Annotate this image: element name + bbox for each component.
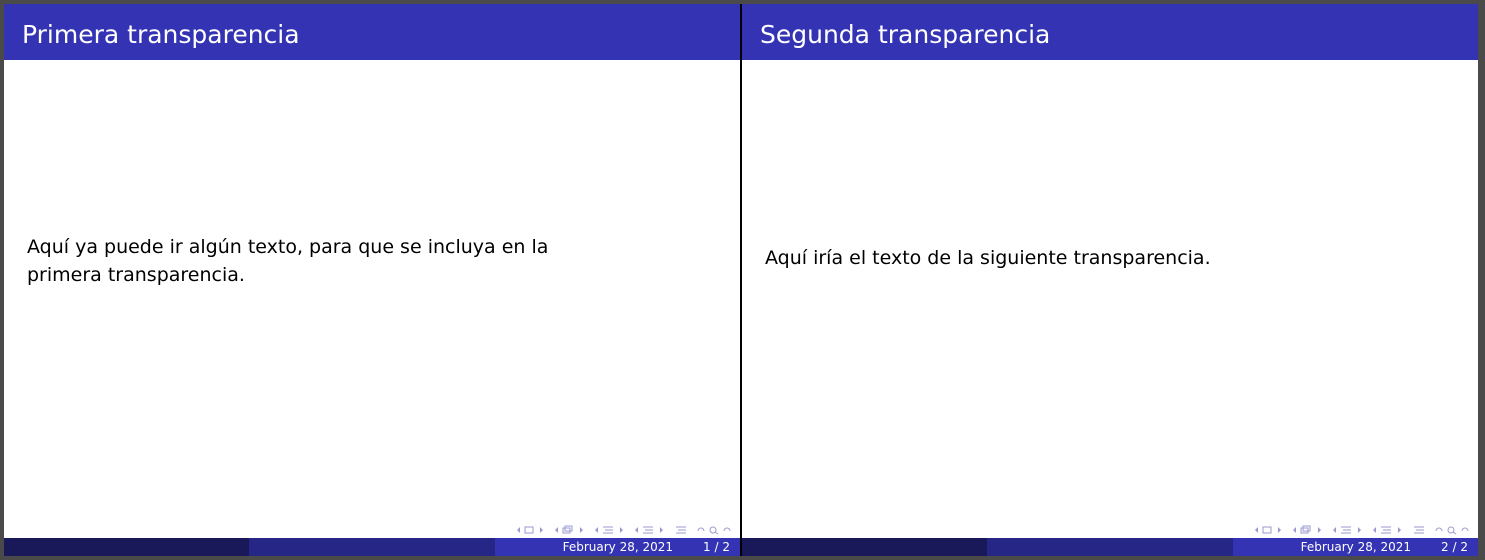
nav-document-group[interactable] xyxy=(1412,525,1426,535)
slide-date: February 28, 2021 xyxy=(562,540,674,554)
frame-nav-icon[interactable] xyxy=(554,525,586,535)
nav-document-group[interactable] xyxy=(674,525,688,535)
document-nav-icon[interactable] xyxy=(674,525,688,535)
slide-page-number: 2 / 2 xyxy=(1441,540,1468,554)
slide-title: Segunda transparencia xyxy=(742,4,1478,60)
nav-section-group[interactable] xyxy=(1372,525,1404,535)
nav-frame-group[interactable] xyxy=(554,525,586,535)
frame-nav-icon[interactable] xyxy=(1292,525,1324,535)
slide-nav-icon[interactable] xyxy=(1254,525,1284,535)
footline-title-box xyxy=(987,538,1232,556)
nav-frame-group[interactable] xyxy=(1292,525,1324,535)
subsection-nav-icon[interactable] xyxy=(1332,525,1364,535)
beamer-navigation-bar xyxy=(1254,523,1472,537)
nav-subsection-group[interactable] xyxy=(1332,525,1364,535)
footline-date-box xyxy=(495,538,740,556)
slide-2 xyxy=(742,4,1478,556)
section-nav-icon[interactable] xyxy=(634,525,666,535)
subsection-nav-icon[interactable] xyxy=(594,525,626,535)
nav-section-group[interactable] xyxy=(634,525,666,535)
slide-1 xyxy=(4,4,740,556)
slide-page-number: 1 / 2 xyxy=(703,540,730,554)
beamer-navigation-bar xyxy=(516,523,734,537)
slide-footline xyxy=(742,538,1478,556)
nav-search-group[interactable] xyxy=(1434,525,1472,535)
pdf-viewer xyxy=(4,4,1478,556)
slide-body-text: Aquí ya puede ir algún texto, para que se incluya en la primera transparencia. xyxy=(27,236,549,286)
footline-date-box xyxy=(1233,538,1478,556)
section-nav-icon[interactable] xyxy=(1372,525,1404,535)
back-find-forward-icon[interactable] xyxy=(696,525,734,535)
footline-author-box xyxy=(742,538,987,556)
slide-date: February 28, 2021 xyxy=(1300,540,1412,554)
footline-author-box xyxy=(4,538,249,556)
back-find-forward-icon[interactable] xyxy=(1434,525,1472,535)
nav-slide-group[interactable] xyxy=(516,525,546,535)
slide-title: Primera transparencia xyxy=(4,4,740,60)
footline-title-box xyxy=(249,538,494,556)
slide-body-text: Aquí iría el texto de la siguiente transparencia. xyxy=(765,247,1211,269)
slide-nav-icon[interactable] xyxy=(516,525,546,535)
nav-subsection-group[interactable] xyxy=(594,525,626,535)
nav-search-group[interactable] xyxy=(696,525,734,535)
document-nav-icon[interactable] xyxy=(1412,525,1426,535)
nav-slide-group[interactable] xyxy=(1254,525,1284,535)
slide-footline xyxy=(4,538,740,556)
